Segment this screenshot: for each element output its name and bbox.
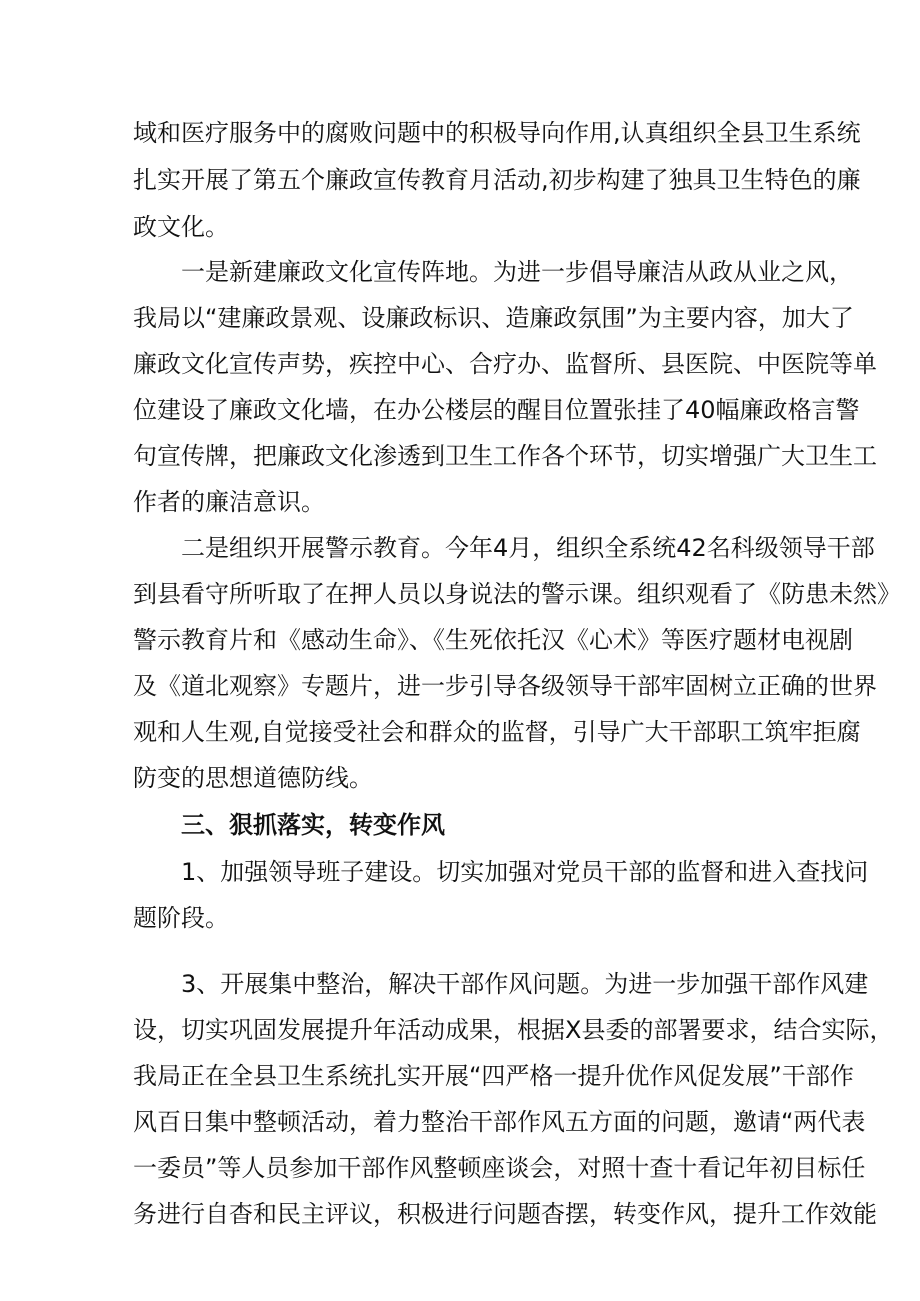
body-text-line: 二是组织开展警示教育。今年4月，组织全系统42名科级领导干部 (181, 534, 875, 562)
body-text-line: 位建设了廉政文化墙，在办公楼层的醒目位置张挂了40幅廉政格言警 (133, 396, 860, 424)
body-text-line: 3、开展集中整治，解决干部作风问题。为进一步加强干部作风建 (181, 970, 869, 998)
body-text-line: 1、加强领导班子建设。切实加强对党员干部的监督和进入查找问 (181, 858, 869, 886)
section-heading: 三、狠抓落实，转变作风 (181, 811, 445, 839)
body-text-line: 警示教育片和《感动生命》、《生死依托汉《心术》等医疗题材电视剧 (133, 626, 853, 654)
body-text-line: 政文化。 (133, 213, 229, 241)
body-text-line: 题阶段。 (133, 904, 229, 932)
body-text-line: 一是新建廉政文化宣传阵地。为进一步倡导廉洁从政从业之风， (181, 258, 853, 286)
body-text-line: 设，切实巩固发展提升年活动成果，根据X县委的部署要求，结合实际， (133, 1016, 894, 1044)
body-text-line: 务进行自杳和民主评议，积极进行问题杳摆，转变作风，提升工作效能 (133, 1200, 877, 1228)
body-text-line: 到县看守所听取了在押人员以身说法的警示课。组织观看了《防患未然》 (133, 580, 901, 608)
body-text-line: 一委员”等人员参加干部作风整顿座谈会，对照十查十看记年初目标任 (133, 1154, 866, 1182)
body-text-line: 作者的廉洁意识。 (133, 488, 325, 516)
body-text-line: 风百日集中整顿活动，着力整治干部作风五方面的问题，邀请“两代表 (133, 1108, 866, 1136)
body-text-line: 扎实开展了第五个廉政宣传教育月活动,初步构建了独具卫生特色的廉 (133, 166, 861, 194)
body-text-line: 我局以“建廉政景观、设廉政标识、造廉政氛围”为主要内容，加大了 (133, 304, 854, 332)
body-text-line: 防变的思想道德防线。 (133, 764, 373, 792)
body-text-line: 域和医疗服务中的腐败问题中的积极导向作用,认真组织全县卫生系统 (133, 119, 861, 147)
body-text-line: 及《道北观察》专题片，进一步引导各级领导干部牢固树立正确的世界 (133, 672, 877, 700)
body-text-line: 我局正在全县卫生系统扎实开展“四严格一提升优作风促发展”干部作 (133, 1062, 854, 1090)
body-text-line: 句宣传牌，把廉政文化渗透到卫生工作各个环节，切实增强广大卫生工 (133, 442, 877, 470)
body-text-line: 观和人生观,自觉接受社会和群众的监督，引导广大干部职工筑牢拒腐 (133, 718, 861, 746)
body-text-line: 廉政文化宣传声势，疾控中心、合疗办、监督所、县医院、中医院等单 (133, 350, 877, 378)
